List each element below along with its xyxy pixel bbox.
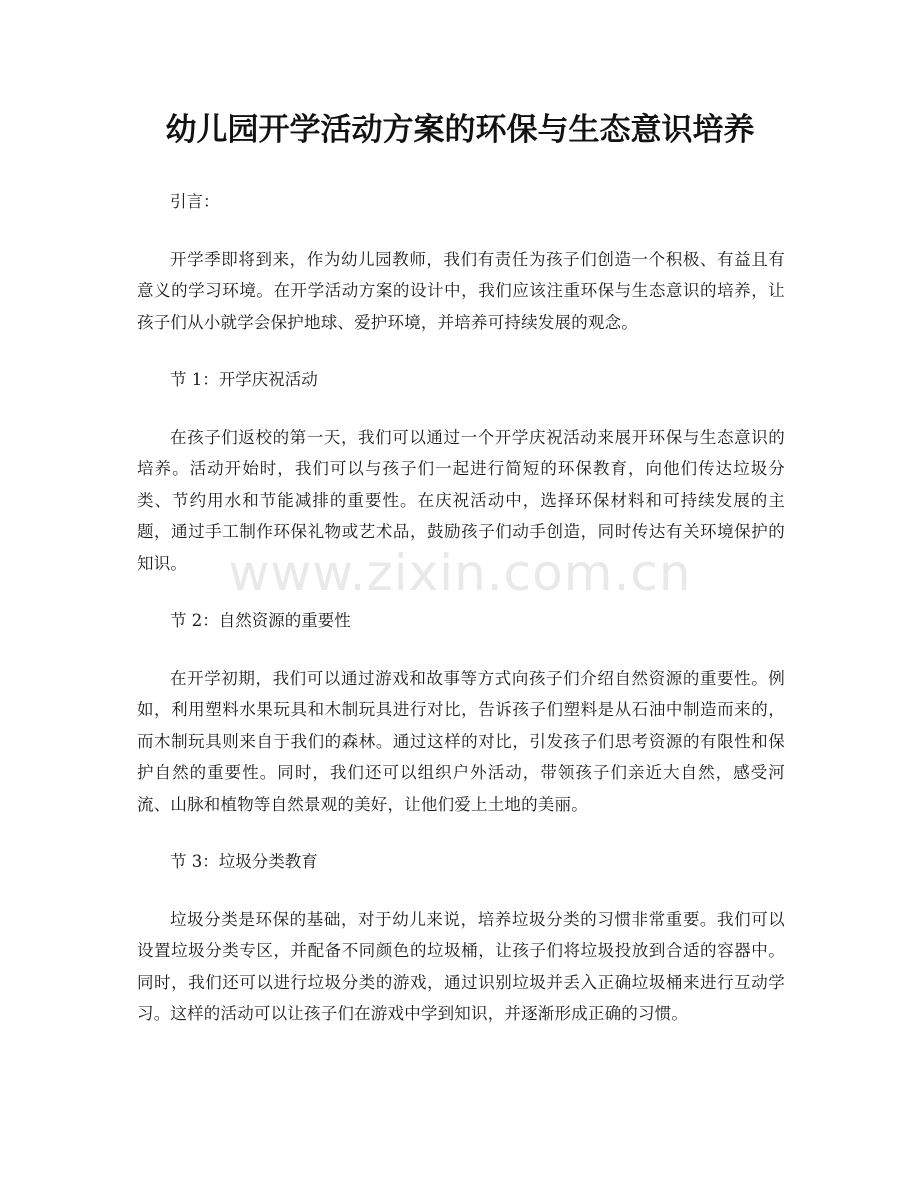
document-title: 幼儿园开学活动方案的环保与生态意识培养	[165, 112, 755, 148]
intro-label: 引言：	[170, 192, 220, 211]
section-3-heading: 节 3：垃圾分类教育	[170, 852, 318, 871]
section-1-heading: 节 1：开学庆祝活动	[170, 370, 318, 389]
section-1-paragraph: 在孩子们返校的第一天，我们可以通过一个开学庆祝活动来展开环保与生态意识的培养。活动开始时，我们可以与孩子们一起进行简短的环保教育，向他们传达垃圾分类、节约用水和节能减排的重要性。在庆祝活动中，选择环保材料和可持续发展的主题，通过手工制作环保礼物或艺术品，鼓励孩子们动手创造，同时传达有关环境保护的知识。	[137, 427, 785, 573]
document-body	[137, 186, 785, 1056]
watermark-text: www.zixin.com.cn	[228, 544, 692, 602]
intro-paragraph: 开学季即将到来，作为幼儿园教师，我们有责任为孩子们创造一个积极、有益且有意义的学习环境。在开学活动方案的设计中，我们应该注重环保与生态意识的培养，让孩子们从小就学会保护地球、爱护环境，并培养可持续发展的观念。	[137, 249, 785, 332]
section-2-heading: 节 2：自然资源的重要性	[170, 611, 351, 630]
section-2-paragraph: 在开学初期，我们可以通过游戏和故事等方式向孩子们介绍自然资源的重要性。例如，利用塑料水果玩具和木制玩具进行对比，告诉孩子们塑料是从石油中制造而来的，而木制玩具则来自于我们的森林。通过这样的对比，引发孩子们思考资源的有限性和保护自然的重要性。同时，我们还可以组织户外活动，带领孩子们亲近大自然，感受河流、山脉和植物等自然景观的美好，让他们爱上土地的美丽。	[137, 668, 785, 814]
section-3-paragraph: 垃圾分类是环保的基础，对于幼儿来说，培养垃圾分类的习惯非常重要。我们可以设置垃圾分类专区，并配备不同颜色的垃圾桶，让孩子们将垃圾投放到合适的容器中。同时，我们还可以进行垃圾分类的游戏，通过识别垃圾并丢入正确垃圾桶来进行互动学习。这样的活动可以让孩子们在游戏中学到知识，并逐渐形成正确的习惯。	[137, 909, 785, 1023]
